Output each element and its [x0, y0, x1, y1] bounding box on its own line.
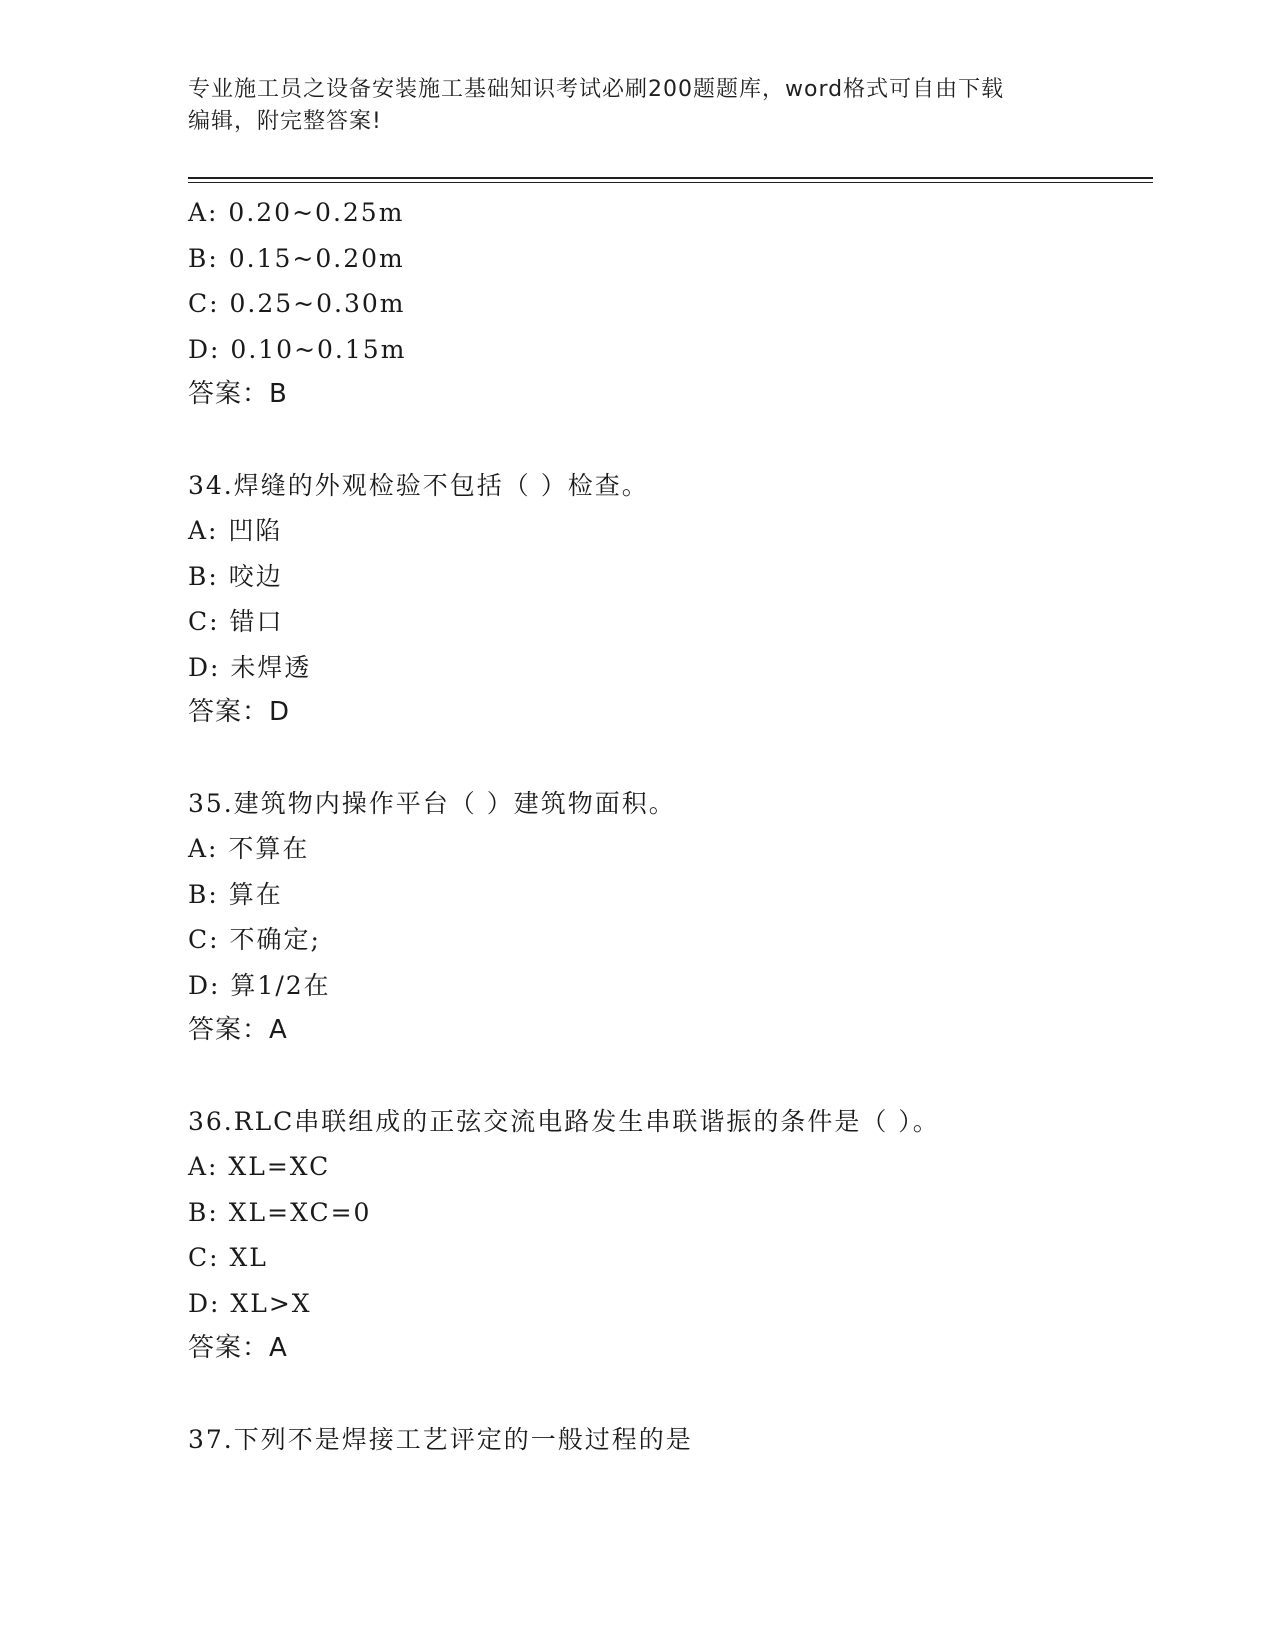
option-b: B: 0.15~0.20m: [188, 243, 405, 273]
question-text: 37.下列不是焊接工艺评定的一般过程的是: [188, 1424, 693, 1454]
option-d: D: 0.10~0.15m: [188, 334, 407, 364]
option-d: D: XL>X: [188, 1288, 312, 1318]
answer-label: 答案：B: [188, 379, 288, 409]
answer-label: 答案：A: [188, 1333, 288, 1363]
header-divider: [188, 177, 1153, 183]
option-c: C: XL: [188, 1243, 268, 1272]
question-block: [188, 190, 1153, 418]
question-text: 36.RLC串联组成的正弦交流电路发生串联谐振的条件是（ ）。: [188, 1106, 940, 1136]
option-d: D: 未焊透: [188, 652, 312, 682]
answer-label: 答案：D: [188, 697, 291, 727]
question-text: 35.建筑物内操作平台（ ）建筑物面积。: [188, 788, 676, 818]
question-block: [188, 463, 1153, 736]
option-a: A: 不算在: [188, 834, 310, 863]
option-c: C: 不确定;: [188, 925, 321, 954]
option-b: B: 算在: [188, 879, 283, 909]
option-c: C: 错口: [188, 607, 284, 636]
option-a: A: XL=XC: [188, 1152, 331, 1181]
option-a: A: 凹陷: [188, 516, 283, 545]
option-a: A: 0.20~0.25m: [188, 198, 405, 227]
option-b: B: XL=XC=0: [188, 1197, 372, 1227]
question-block: [188, 781, 1153, 1054]
question-block: [188, 1417, 1153, 1463]
question-list: [188, 190, 1153, 1462]
option-d: D: 算1/2在: [188, 970, 331, 1000]
header-title-line-2: 编辑，附完整答案!: [188, 109, 382, 134]
question-text: 34.焊缝的外观检验不包括（ ）检查。: [188, 470, 649, 500]
header-title-line-1: 专业施工员之设备安装施工基础知识考试必刷200题题库，word格式可自由下载: [188, 77, 1005, 102]
page-header: [188, 74, 1088, 138]
answer-label: 答案：A: [188, 1015, 288, 1045]
question-block: [188, 1099, 1153, 1372]
option-b: B: 咬边: [188, 561, 283, 591]
option-c: C: 0.25~0.30m: [188, 289, 406, 318]
